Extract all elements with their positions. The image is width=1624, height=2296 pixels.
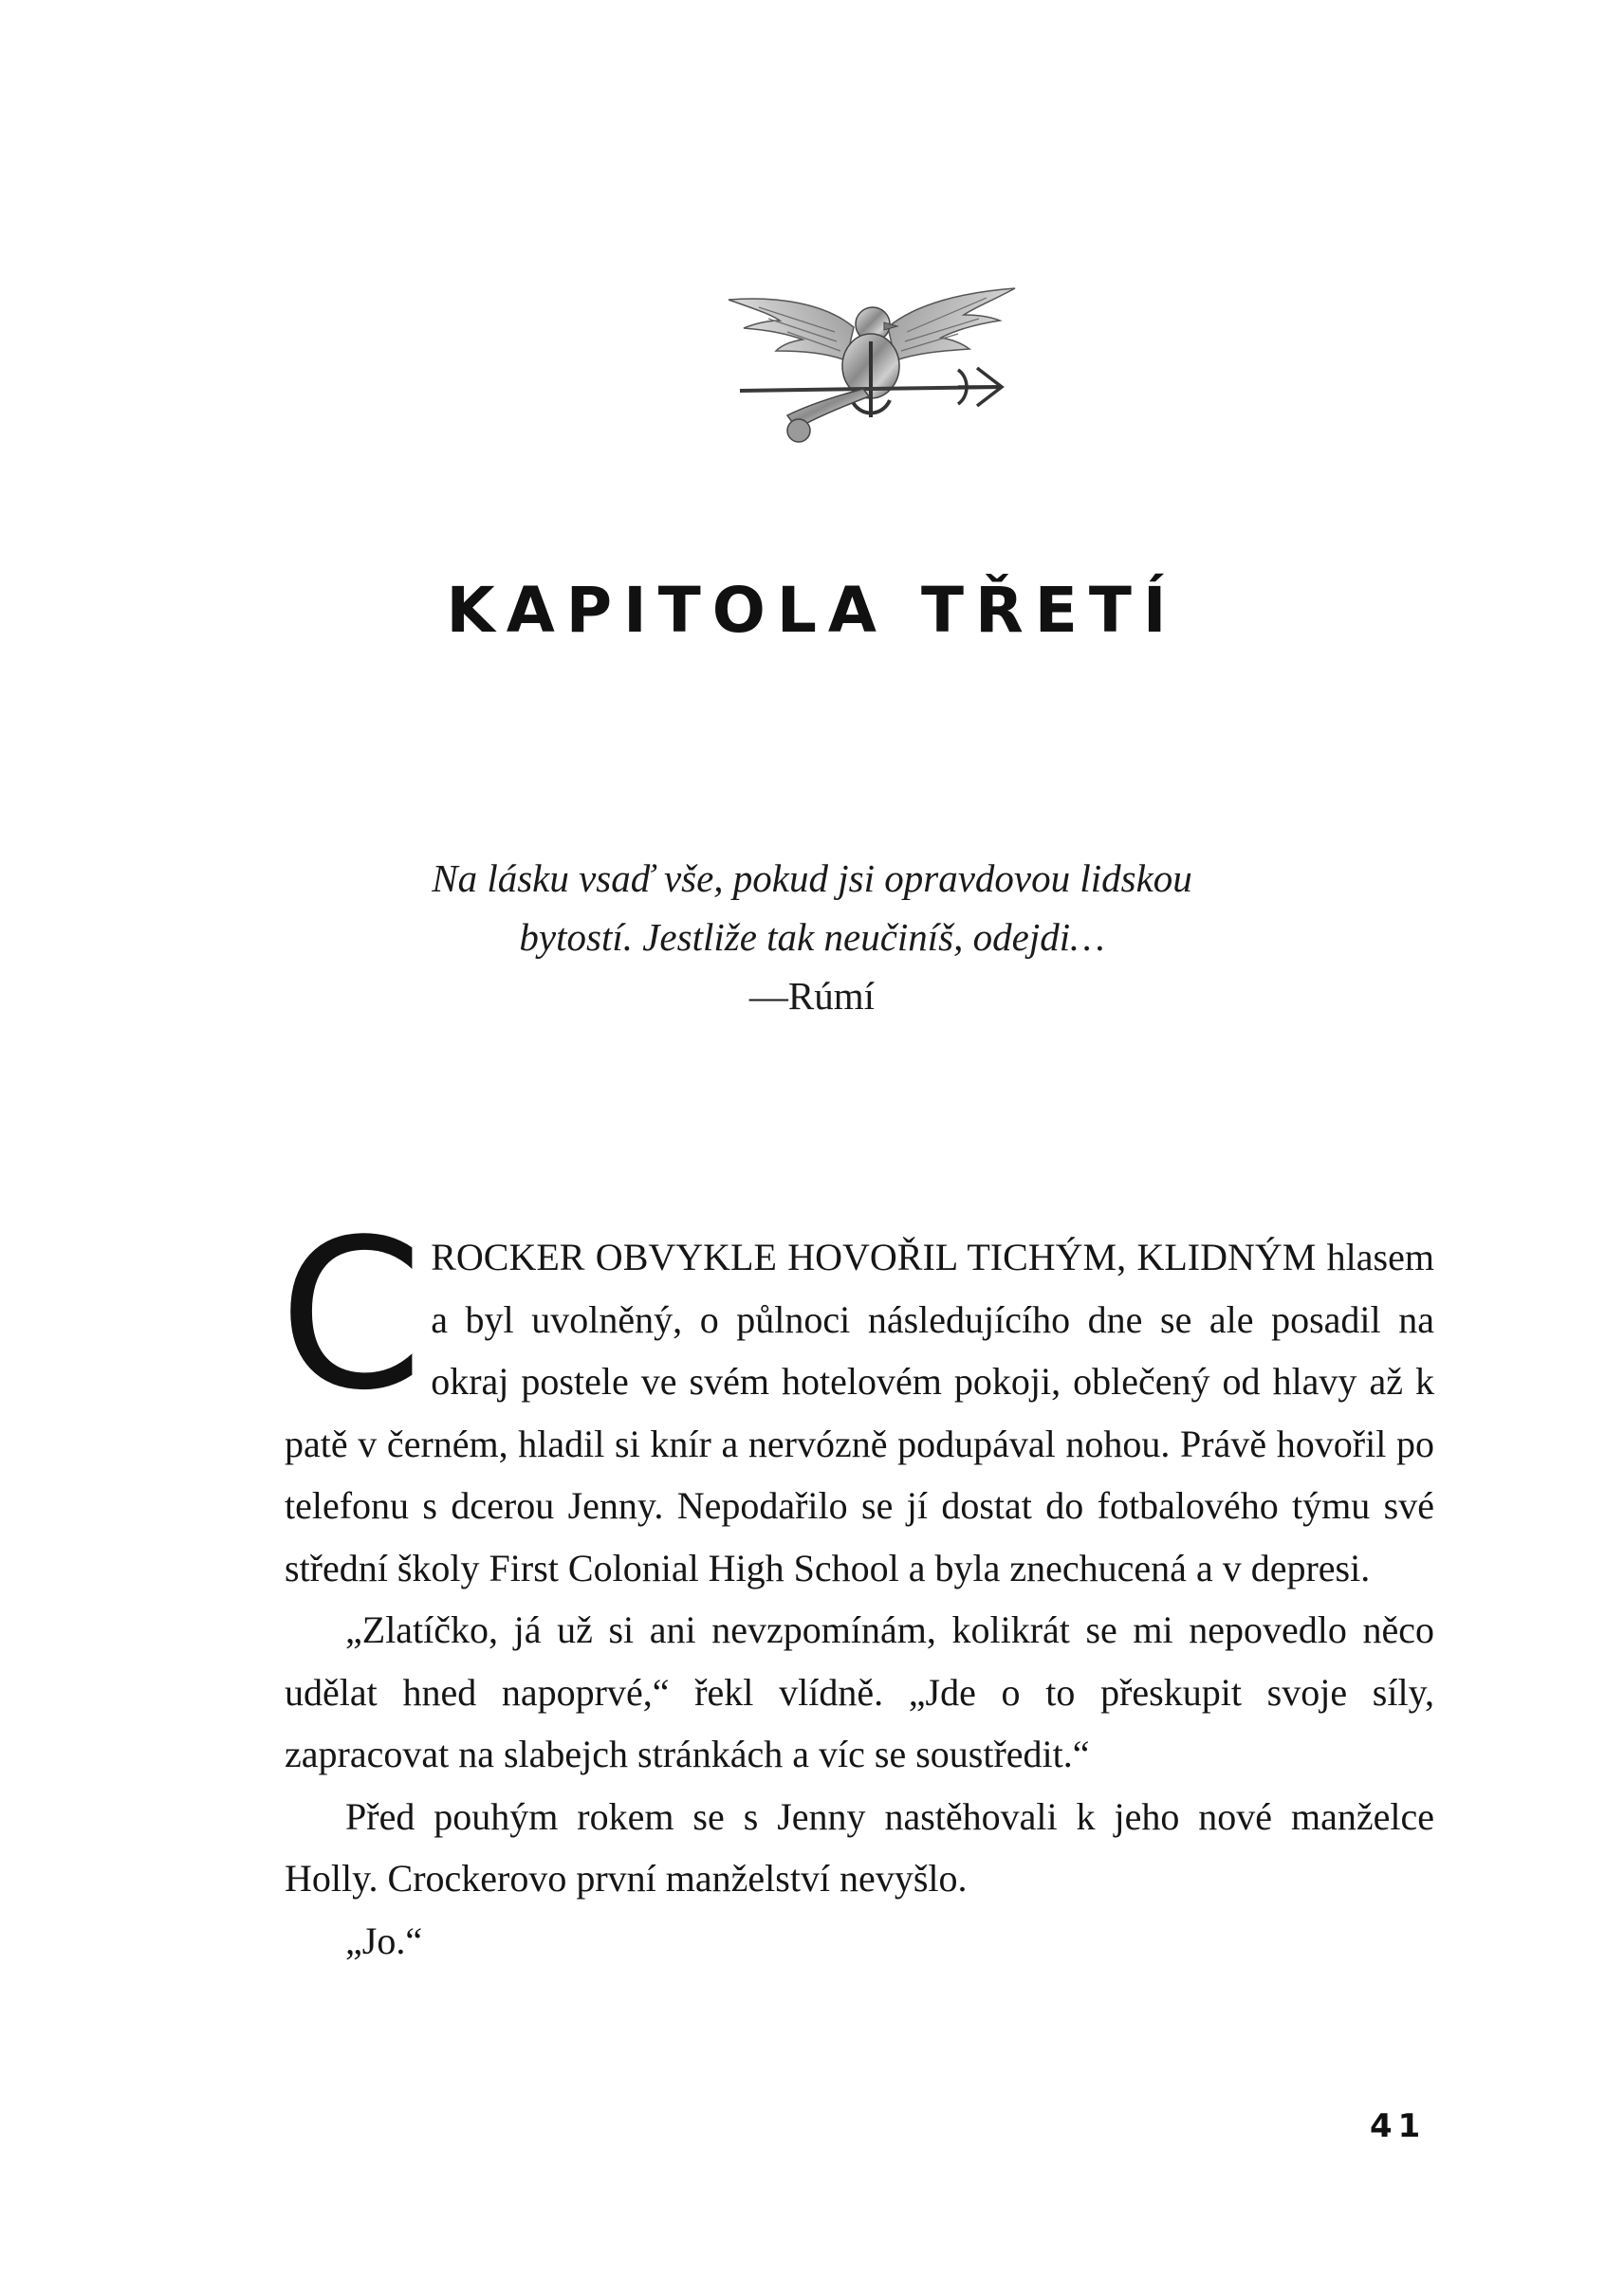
epigraph-line-2: bytostí. Jestliže tak neučiníš, odejdi… bbox=[519, 915, 1105, 959]
paragraph-4: „Jo.“ bbox=[345, 1919, 423, 1962]
epigraph-line-1: Na lásku vsaď vše, pokud jsi opravdovou lidskou bbox=[432, 856, 1192, 900]
paragraph-2: „Zlatíčko, já už si ani nevzpomínám, kolikrát se mi nepovedlo něco udělat hned napoprvé,“ řekl vlídně. „Jde o to přeskupit svoje síly, zapracovat na slabejch stránkách a víc se soustředit.“ bbox=[285, 1608, 1434, 1775]
paragraph-1-text: hlasem a byl uvolněný, o půlnoci následujícího dne se ale posadil na okraj postele ve svém hotelovém pokoji, oblečený od hlavy až k patě v černém, hladil si knír a nervózně podupával nohou. Právě hovořil po telefonu s dcerou Jenny. Nepodařilo se jí dostat do fotbalového týmu své střední školy First Colonial High School a byla znechucená a v depresi. bbox=[285, 1236, 1434, 1589]
epigraph-author: —Rúmí bbox=[748, 974, 876, 1018]
trident-eagle-emblem-icon bbox=[721, 275, 1021, 446]
chapter-title: KAPITOLA TŘETÍ bbox=[446, 574, 1178, 647]
page-number: 41 bbox=[1370, 2107, 1427, 2145]
paragraph-3: Před pouhým rokem se s Jenny nastěhovali k jeho nové manželce Holly. Crockerovo první manželství nevyšlo. bbox=[285, 1794, 1434, 1900]
epigraph bbox=[0, 849, 1624, 1025]
chapter-body bbox=[279, 1196, 1434, 1972]
drop-cap: C bbox=[279, 1196, 424, 1436]
lead-in-caps: ROCKER OBVYKLE HOVOŘIL TICHÝM, KLIDNÝM bbox=[431, 1236, 1317, 1278]
paragraph-1 bbox=[279, 1196, 1434, 1599]
